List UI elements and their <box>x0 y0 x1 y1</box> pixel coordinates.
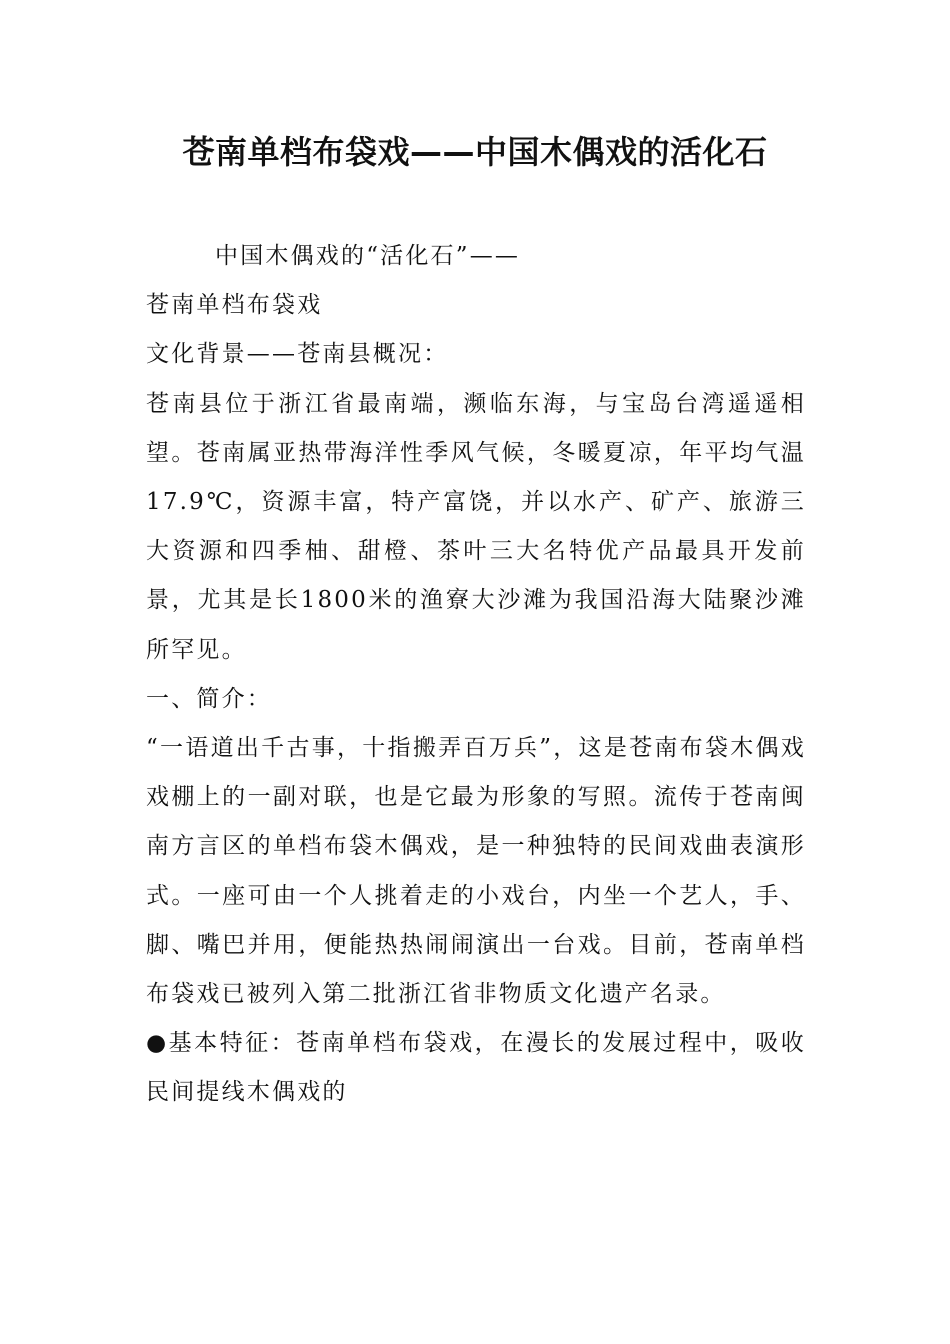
section-heading-intro: 一、简介： <box>146 685 272 712</box>
document-title: 苍南单档布袋戏——中国木偶戏的活化石 <box>182 133 768 171</box>
paragraph-basic-features: ●基本特征：苍南单档布袋戏，在漫长的发展过程中，吸收民间提线木偶戏的 <box>146 1030 806 1106</box>
section-heading-background: 文化背景——苍南县概况： <box>146 341 449 368</box>
document-body <box>146 232 806 1118</box>
paragraph-county-overview: 苍南县位于浙江省最南端，濒临东海，与宝岛台湾遥遥相望。苍南属亚热带海洋性季风气候，冬暖夏凉，年平均气温17.9℃，资源丰富，特产富饶，并以水产、矿产、旅游三大资源和四季柚、甜橙、茶叶三大名特优产品最具开发前景，尤其是长1800米的渔寮大沙滩为我国沿海大陆聚沙滩所罕见。 <box>146 390 806 663</box>
subtitle-line-1: 中国木偶戏的“活化石”—— <box>215 243 521 269</box>
paragraph-intro: “一语道出千古事，十指搬弄百万兵”，这是苍南布袋木偶戏戏棚上的一副对联，也是它最为形象的写照。流传于苍南闽南方言区的单档布袋木偶戏，是一种独特的民间戏曲表演形式。一座可由一个人挑着走的小戏台，内坐一个艺人，手、脚、嘴巴并用，便能热热闹闹演出一台戏。目前，苍南单档布袋戏已被列入第二批浙江省非物质文化遗产名录。 <box>146 735 806 1008</box>
subtitle-line-2: 苍南单档布袋戏 <box>146 292 323 319</box>
